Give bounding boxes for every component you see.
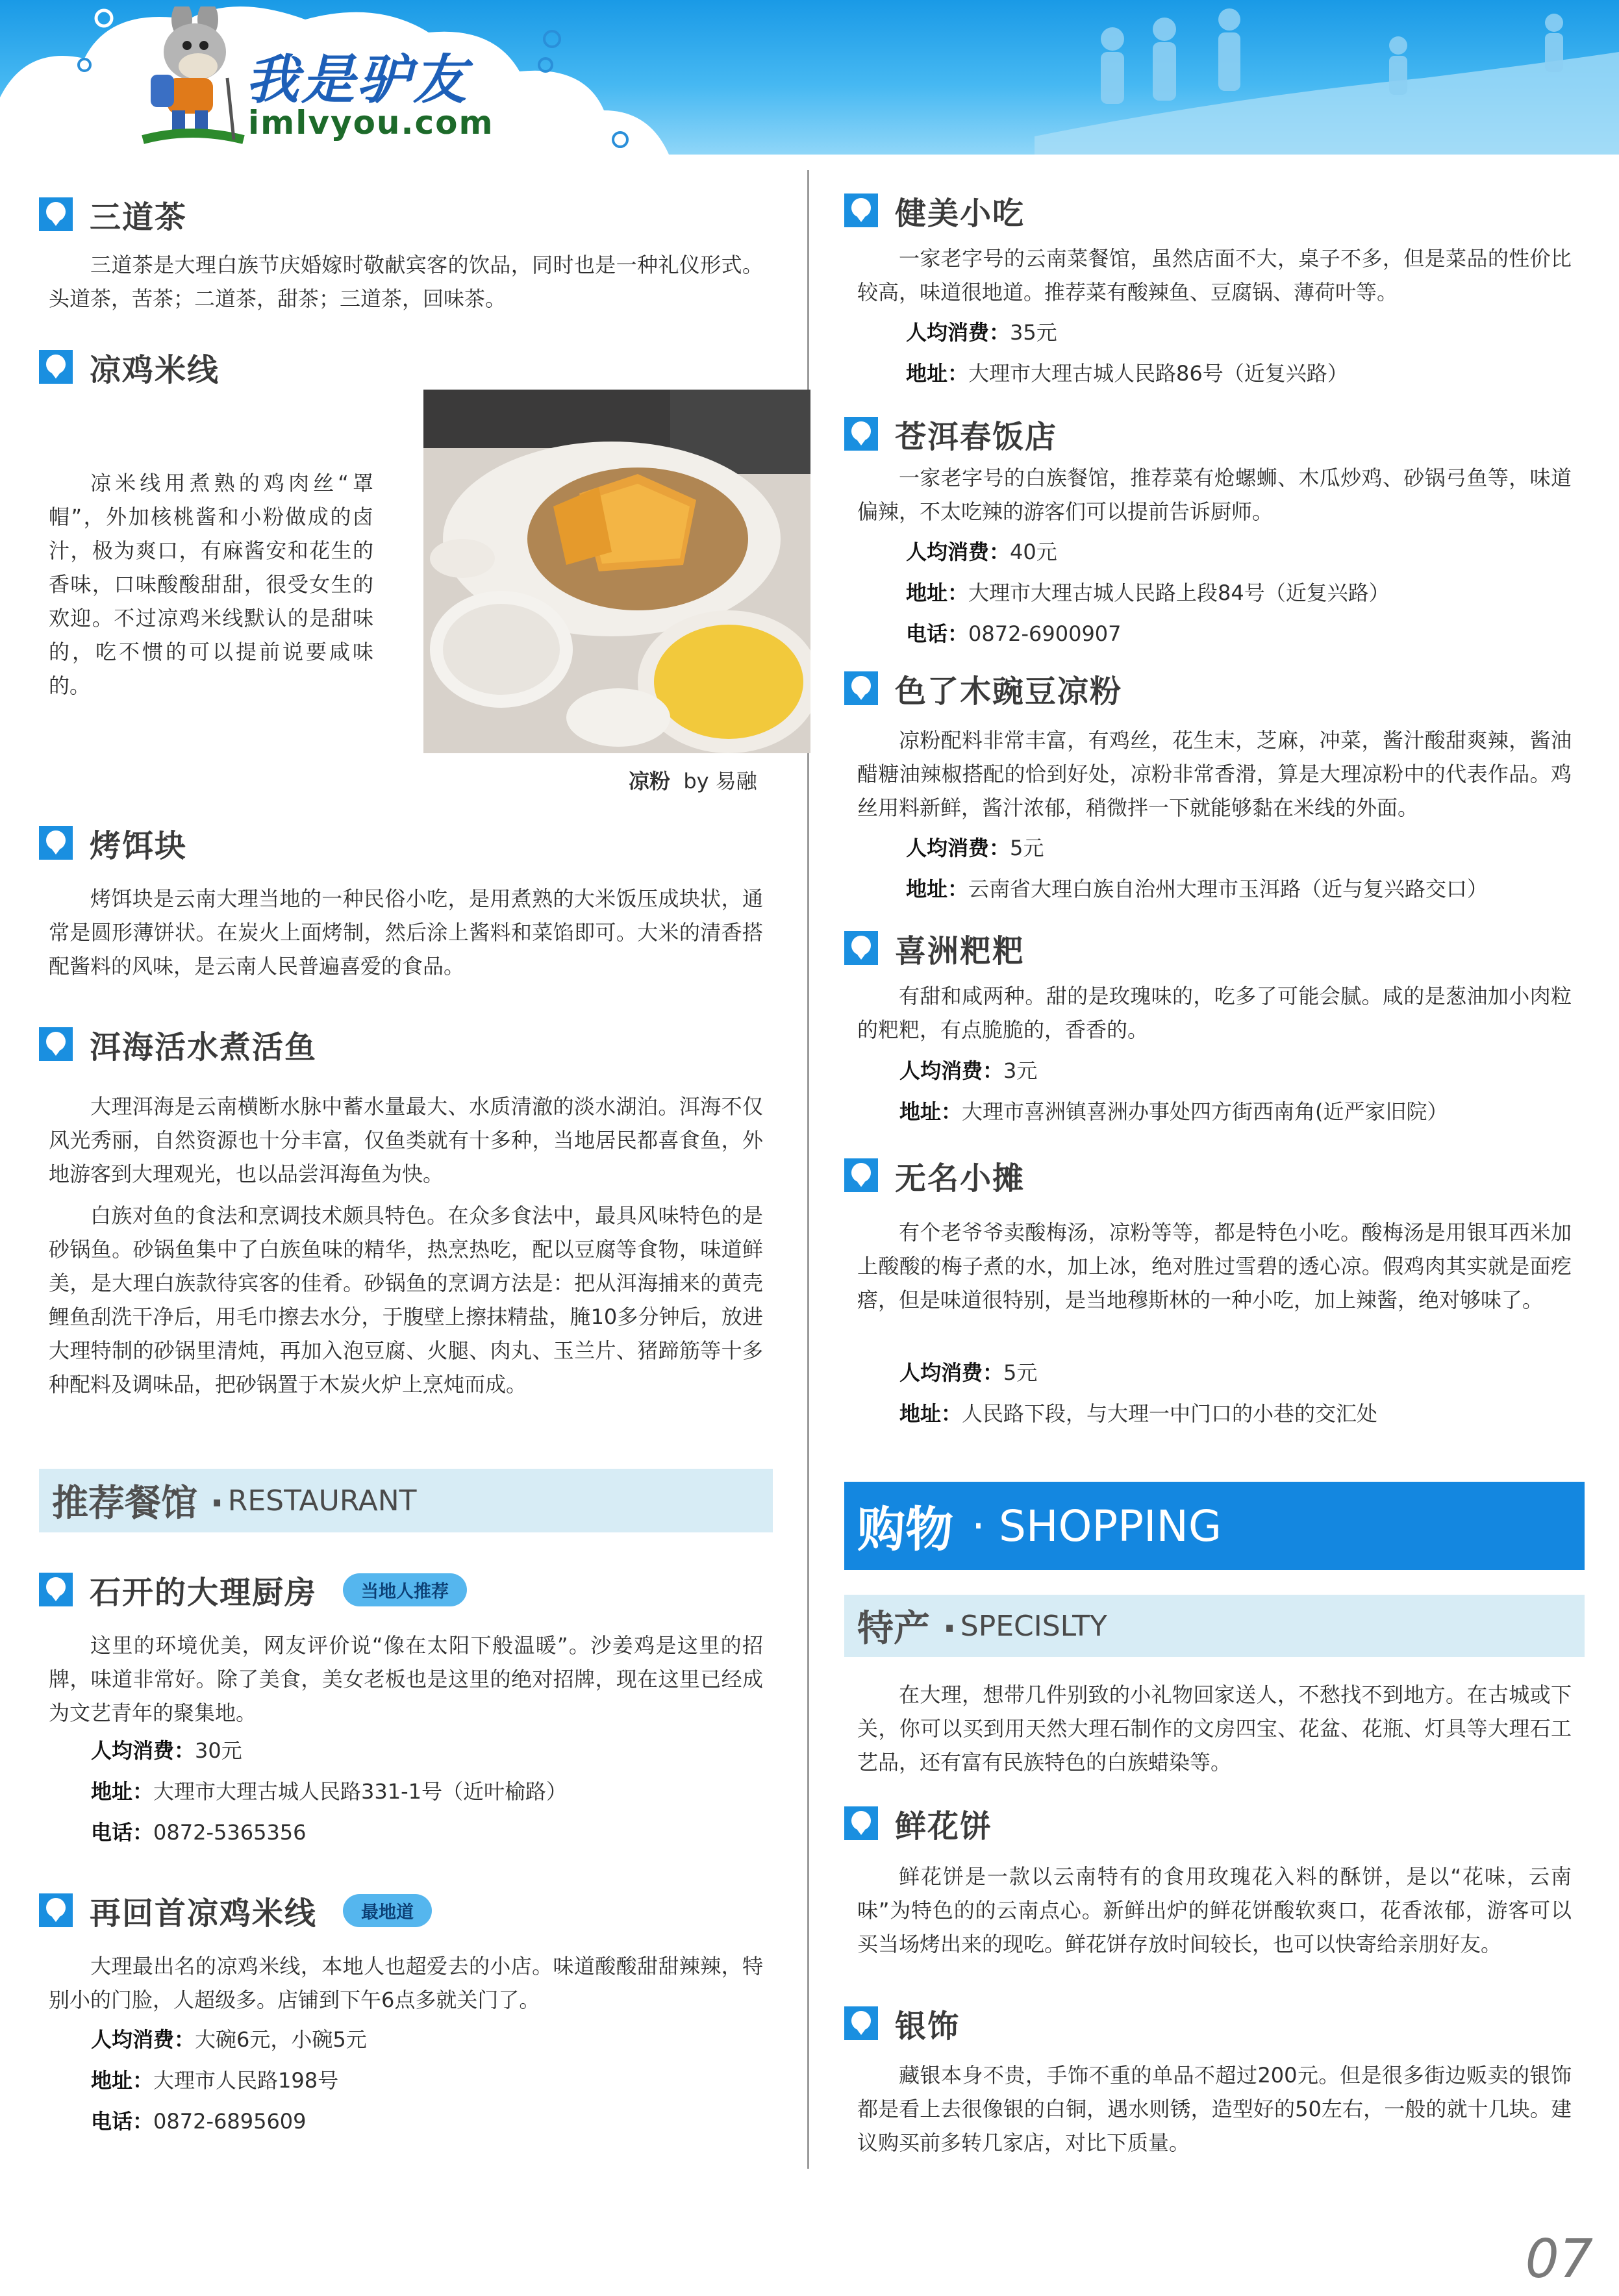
badge-most-authentic: 最地道 <box>343 1894 432 1927</box>
section-title-xianhuabing: 鲜花饼 <box>844 1797 992 1849</box>
section-title-sandaocha: 三道茶 <box>39 188 187 240</box>
canger-phone: 电话：0872-6900907 <box>906 621 1122 646</box>
selemu-price: 人均消费：5元 <box>906 836 1044 860</box>
section-title-shikai: 石开的大理厨房 当地人推荐 <box>39 1564 467 1616</box>
restaurant-banner-zh: 推荐餐馆 · <box>52 1482 224 1525</box>
section-title-zaihuishou: 再回首凉鸡米线 最地道 <box>39 1884 432 1936</box>
zaihuishou-text: 大理最出名的凉鸡米线，本地人也超爱去的小店。味道酸酸甜甜辣辣，特别小的门脸，人超级多。店铺到下午6点多就关门了。 <box>49 1954 763 2012</box>
yinshi-text: 藏银本身不贵，手饰不重的单品不超过200元。但是很多街边贩卖的银饰都是看上去很像银的白铜，遇水则锈，造型好的50左右，一般的就十几块。建议购买前多转几家店，对比下质量。 <box>857 2063 1572 2155</box>
balloon-bullet-icon <box>844 193 878 227</box>
section-title-liangjimixian: 凉鸡米线 <box>39 341 220 393</box>
section-title-kaoerkuai: 烤饵块 <box>39 817 187 869</box>
xizhou-text: 有甜和咸两种。甜的是玫瑰味的，吃多了可能会腻。咸的是葱油加小肉粒的粑粑，有点脆脆的，香香的。 <box>857 984 1572 1042</box>
zaihuishou-price: 人均消费：大碗6元，小碗5元 <box>91 2027 367 2052</box>
section-title-jianmei: 健美小吃 <box>844 184 1025 236</box>
wuming-address: 地址：人民路下段，与大理一中门口的小巷的交汇处 <box>899 1401 1378 1426</box>
erhaiyu-text-1: 大理洱海是云南横断水脉中蓄水量最大、水质清澈的淡水湖泊。洱海不仅风光秀丽，自然资源也十分丰富，仅鱼类就有十多种，当地居民都喜食鱼，外地游客到大理观光，也以品尝洱海鱼为快。 <box>49 1094 763 1186</box>
xianhuabing-text: 鲜花饼是一款以云南特有的食用玫瑰花入料的酥饼，是以“花味，云南味”为特色的的云南点心。新鲜出炉的鲜花饼酸软爽口，花香浓郁，游客可以买当场烤出来的现吃。鲜花饼存放时间较长，也可以快寄给亲朋好友。 <box>857 1864 1572 1956</box>
balloon-bullet-icon <box>39 197 73 231</box>
erhaiyu-text-2: 白族对鱼的食法和烹调技术颇具特色。在众多食法中，最具风味特色的是砂锅鱼。砂锅鱼集中了白族鱼味的精华，热烹热吃，配以豆腐等食物，味道鲜美，是大理白族款待宾客的佳肴。砂锅鱼的烹调方法是：把从洱海捕来的黄壳鲤鱼刮洗干净后，用毛巾擦去水分，于腹壁上擦抹精盐，腌10多分钟后，放进大理特制的砂锅里清炖，再加入泡豆腐、火腿、肉丸、玉兰片、猪蹄筋等十多种配料及调味品，把砂锅置于木炭火炉上烹炖而成。 <box>49 1203 763 1397</box>
balloon-bullet-icon <box>844 2006 878 2040</box>
balloon-bullet-icon <box>844 671 878 705</box>
shopping-banner-en: · SHOPPING <box>972 1501 1222 1551</box>
shikai-price: 人均消费：30元 <box>91 1738 242 1763</box>
liangjimixian-text: 凉米线用煮熟的鸡肉丝“罩帽”，外加核桃酱和小粉做成的卤汁，极为爽口，有麻酱安和花生的香味，口味酸酸甜甜，很受女生的欢迎。不过凉鸡米线默认的是甜味的，吃不惯的可以提前说要咸味的。 <box>49 471 373 698</box>
specialty-banner-en: SPECISLTY <box>960 1609 1107 1643</box>
jianmei-address: 地址：大理市大理古城人民路86号（近复兴路） <box>906 361 1348 386</box>
zaihuishou-phone: 电话：0872-6895609 <box>91 2109 307 2134</box>
food-photo <box>423 390 810 753</box>
badge-local-recommend: 当地人推荐 <box>343 1573 467 1606</box>
food-photo-illustration <box>423 390 810 753</box>
balloon-bullet-icon <box>39 1893 73 1927</box>
shikai-address: 地址：大理市大理古城人民路331-1号（近叶榆路） <box>91 1779 568 1804</box>
canger-address: 地址：大理市大理古城人民路上段84号（近复兴路） <box>906 580 1390 605</box>
balloon-bullet-icon <box>39 826 73 860</box>
restaurant-banner <box>39 1469 773 1532</box>
jianmei-text: 一家老字号的云南菜餐馆，虽然店面不大，桌子不多，但是菜品的性价比较高，味道很地道。推荐菜有酸辣鱼、豆腐锅、薄荷叶等。 <box>857 246 1572 305</box>
section-title-xizhou: 喜洲粑粑 <box>844 922 1025 974</box>
xizhou-address: 地址：大理市喜洲镇喜洲办事处四方街西南角(近严家旧院） <box>899 1099 1448 1124</box>
logo-url: imlvyou.com <box>248 104 494 142</box>
section-title-canger: 苍洱春饭店 <box>844 408 1057 460</box>
jianmei-price: 人均消费：35元 <box>906 320 1057 345</box>
section-title-selemu: 色了木豌豆凉粉 <box>844 662 1122 714</box>
caption-author: by 易融 <box>683 769 757 793</box>
zaihuishou-address: 地址：大理市人民路198号 <box>91 2068 339 2093</box>
page-header <box>0 0 1619 155</box>
hikers-silhouette <box>1035 0 1619 155</box>
canger-price: 人均消费：40元 <box>906 540 1057 564</box>
sandaocha-text: 三道茶是大理白族节庆婚嫁时敬献宾客的饮品，同时也是一种礼仪形式。头道茶，苦茶；二道茶，甜茶；三道茶，回味茶。 <box>49 253 763 311</box>
donkey-mascot-icon <box>136 6 247 146</box>
wuming-price: 人均消费：5元 <box>899 1360 1038 1385</box>
photo-caption <box>629 765 757 795</box>
specialty-text: 在大理，想带几件别致的小礼物回家送人，不愁找不到地方。在古城或下关，你可以买到用天然大理石制作的文房四宝、花盆、花瓶、灯具等大理石工艺品，还有富有民族特色的白族蜡染等。 <box>857 1682 1572 1775</box>
selemu-address: 地址：云南省大理白族自治州大理市玉洱路（近与复兴路交口） <box>906 877 1488 901</box>
shikai-phone: 电话：0872-5365356 <box>91 1820 307 1845</box>
section-title-yinshi: 银饰 <box>844 1997 960 2049</box>
shikai-text: 这里的环境优美，网友评价说“像在太阳下般温暖”。沙姜鸡是这里的招牌，味道非常好。除了美食，美女老板也是这里的绝对招牌，现在这里已经成为文艺青年的聚集地。 <box>49 1633 763 1725</box>
wuming-text: 有个老爷爷卖酸梅汤，凉粉等等，都是特色小吃。酸梅汤是用银耳西米加上酸酸的梅子煮的水，加上冰，绝对胜过雪碧的透心凉。假鸡肉其实就是面疙瘩，但是味道很特别，是当地穆斯林的一种小吃，加上辣酱，绝对够味了。 <box>857 1220 1572 1312</box>
balloon-bullet-icon <box>844 1806 878 1840</box>
balloon-bullet-icon <box>39 1573 73 1606</box>
kaoerkuai-text: 烤饵块是云南大理当地的一种民俗小吃，是用煮熟的大米饭压成块状，通常是圆形薄饼状。在炭火上面烤制，然后涂上酱料和菜馅即可。大米的清香搭配酱料的风味，是云南人民普遍喜爱的食品。 <box>49 886 763 979</box>
page-number: 07 <box>1525 2228 1593 2290</box>
balloon-bullet-icon <box>844 931 878 965</box>
section-title-erhaiyu: 洱海活水煮活鱼 <box>39 1018 317 1070</box>
section-title-wuming: 无名小摊 <box>844 1149 1025 1201</box>
restaurant-banner-en: RESTAURANT <box>227 1484 417 1517</box>
shopping-banner <box>844 1482 1585 1570</box>
logo-title: 我是驴友 <box>245 49 469 111</box>
balloon-bullet-icon <box>844 1158 878 1192</box>
balloon-bullet-icon <box>39 350 73 384</box>
specialty-banner <box>844 1595 1585 1657</box>
caption-title: 凉粉 <box>629 769 671 793</box>
shopping-banner-zh: 购物 <box>857 1502 953 1558</box>
selemu-text: 凉粉配料非常丰富，有鸡丝，花生末，芝麻，冲菜，酱汁酸甜爽辣，酱油醋糖油辣椒搭配的恰到好处，凉粉非常香滑，算是大理凉粉中的代表作品。鸡丝用料新鲜，酱汁浓郁，稍微拌一下就能够黏在米线的外面。 <box>857 728 1572 820</box>
balloon-bullet-icon <box>844 417 878 451</box>
specialty-banner-zh: 特产 · <box>857 1608 957 1650</box>
canger-text: 一家老字号的白族餐馆，推荐菜有炝螺蛳、木瓜炒鸡、砂锅弓鱼等，味道偏辣，不太吃辣的游客们可以提前告诉厨师。 <box>857 466 1572 524</box>
balloon-bullet-icon <box>39 1027 73 1061</box>
xizhou-price: 人均消费：3元 <box>899 1058 1038 1083</box>
